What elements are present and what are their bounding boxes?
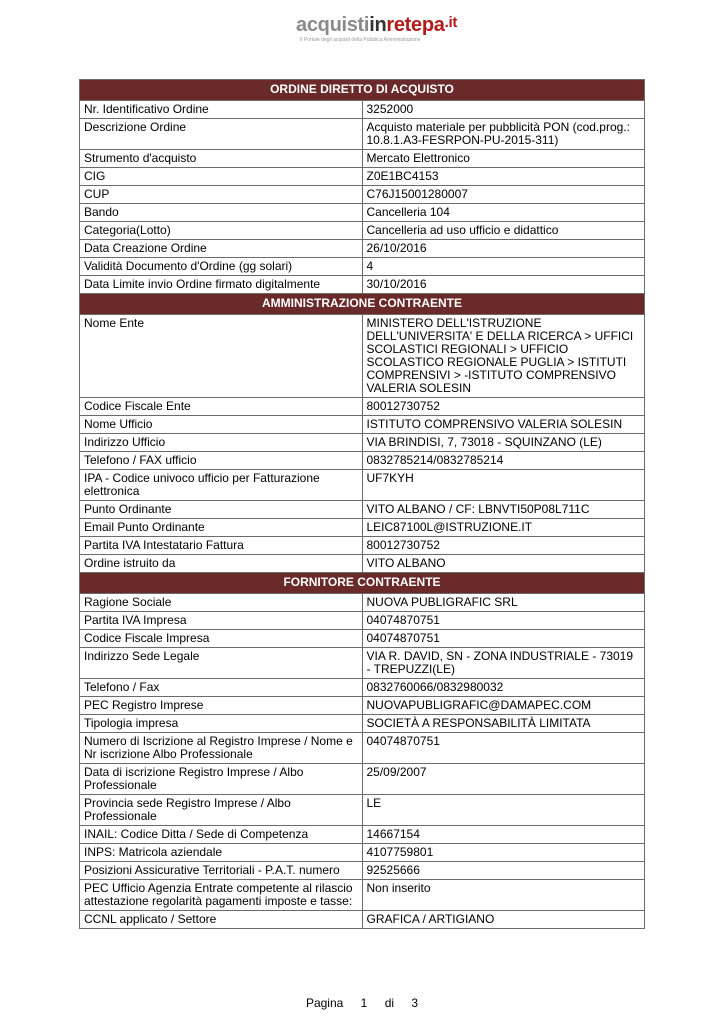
field-label: Codice Fiscale Impresa	[80, 630, 363, 648]
field-value: 04074870751	[362, 612, 645, 630]
field-value: NUOVA PUBLIGRAFIC SRL	[362, 594, 645, 612]
table-row	[80, 764, 645, 795]
field-value: VITO ALBANO / CF: LBNVTI50P08L711C	[362, 501, 645, 519]
field-value: C76J15001280007	[362, 186, 645, 204]
field-label: Data Limite invio Ordine firmato digitalmente	[80, 276, 363, 294]
field-value: Z0E1BC4153	[362, 168, 645, 186]
field-label: Codice Fiscale Ente	[80, 398, 363, 416]
field-label: Data Creazione Ordine	[80, 240, 363, 258]
field-value: VIA BRINDISI, 7, 73018 - SQUINZANO (LE)	[362, 434, 645, 452]
table-row	[80, 434, 645, 452]
table-row	[80, 715, 645, 733]
section-header	[80, 80, 645, 101]
field-label: Telefono / FAX ufficio	[80, 452, 363, 470]
field-label: Punto Ordinante	[80, 501, 363, 519]
table-row	[80, 826, 645, 844]
field-label: Nr. Identificativo Ordine	[80, 101, 363, 119]
field-value: 3252000	[362, 101, 645, 119]
field-label: IPA - Codice univoco ufficio per Fatturazione elettronica	[80, 470, 363, 501]
field-value: 26/10/2016	[362, 240, 645, 258]
table-row	[80, 519, 645, 537]
section-title: FORNITORE CONTRAENTE	[80, 573, 645, 594]
field-value: Cancelleria ad uso ufficio e didattico	[362, 222, 645, 240]
table-row	[80, 501, 645, 519]
field-label: PEC Ufficio Agenzia Entrate competente al rilascio attestazione regolarità pagamenti imposte e tasse:	[80, 880, 363, 911]
table-row	[80, 398, 645, 416]
field-value: 0832785214/0832785214	[362, 452, 645, 470]
table-row	[80, 679, 645, 697]
table-row	[80, 733, 645, 764]
table-row	[80, 186, 645, 204]
field-label: Nome Ente	[80, 315, 363, 398]
field-value: 4	[362, 258, 645, 276]
field-value: Cancelleria 104	[362, 204, 645, 222]
field-label: Validità Documento d'Ordine (gg solari)	[80, 258, 363, 276]
total-pages: 3	[411, 996, 419, 1010]
table-row	[80, 911, 645, 929]
table-row	[80, 168, 645, 186]
field-label: Strumento d'acquisto	[80, 150, 363, 168]
field-value: Acquisto materiale per pubblicità PON (cod.prog.: 10.8.1.A3-FESRPON-PU-2015-311)	[362, 119, 645, 150]
field-value: 92525666	[362, 862, 645, 880]
table-row	[80, 150, 645, 168]
table-row	[80, 258, 645, 276]
table-row	[80, 612, 645, 630]
field-label: Ordine istruito da	[80, 555, 363, 573]
field-label: Indirizzo Ufficio	[80, 434, 363, 452]
field-value: NUOVAPUBLIGRAFIC@DAMAPEC.COM	[362, 697, 645, 715]
page-number: 1	[360, 996, 368, 1010]
table-row	[80, 880, 645, 911]
table-row	[80, 240, 645, 258]
table-row	[80, 648, 645, 679]
table-row	[80, 844, 645, 862]
field-label: Numero di Iscrizione al Registro Imprese / Nome e Nr iscrizione Albo Professionale	[80, 733, 363, 764]
table-row	[80, 630, 645, 648]
site-logo	[296, 14, 458, 48]
field-label: Posizioni Assicurative Territoriali - P.A.T. numero	[80, 862, 363, 880]
field-value: ISTITUTO COMPRENSIVO VALERIA SOLESIN	[362, 416, 645, 434]
field-value: GRAFICA / ARTIGIANO	[362, 911, 645, 929]
field-value: LEIC87100L@ISTRUZIONE.IT	[362, 519, 645, 537]
field-label: Tipologia impresa	[80, 715, 363, 733]
field-value: Non inserito	[362, 880, 645, 911]
table-row	[80, 315, 645, 398]
section-header	[80, 573, 645, 594]
field-value: UF7KYH	[362, 470, 645, 501]
field-value: VITO ALBANO	[362, 555, 645, 573]
section-header	[80, 294, 645, 315]
table-row	[80, 222, 645, 240]
field-value: 0832760066/0832980032	[362, 679, 645, 697]
field-value: 30/10/2016	[362, 276, 645, 294]
table-row	[80, 470, 645, 501]
field-value: 04074870751	[362, 630, 645, 648]
field-label: Partita IVA Impresa	[80, 612, 363, 630]
field-label: Nome Ufficio	[80, 416, 363, 434]
field-label: Email Punto Ordinante	[80, 519, 363, 537]
field-value: MINISTERO DELL'ISTRUZIONE DELL'UNIVERSITA' E DELLA RICERCA > UFFICI SCOLASTICI REGIONALI > UFFICIO SCOLASTICO REGIONALE PUGLIA > ISTITUTI COMPRENSIVI > -ISTITUTO COMPRENSIVO VALERIA SOLESIN	[362, 315, 645, 398]
field-value: VIA R. DAVID, SN - ZONA INDUSTRIALE - 73019 - TREPUZZI(LE)	[362, 648, 645, 679]
table-row	[80, 416, 645, 434]
field-value: 80012730752	[362, 537, 645, 555]
field-label: CCNL applicato / Settore	[80, 911, 363, 929]
field-value: Mercato Elettronico	[362, 150, 645, 168]
logo-wordmark: acquistiinretepa$^{.it}$	[296, 14, 458, 36]
field-label: PEC Registro Imprese	[80, 697, 363, 715]
field-label: Categoria(Lotto)	[80, 222, 363, 240]
field-value: 80012730752	[362, 398, 645, 416]
table-row	[80, 452, 645, 470]
table-row	[80, 555, 645, 573]
field-label: Provincia sede Registro Imprese / Albo Professionale	[80, 795, 363, 826]
field-label: INPS: Matricola aziendale	[80, 844, 363, 862]
section-title: ORDINE DIRETTO DI ACQUISTO	[80, 80, 645, 101]
field-value: 4107759801	[362, 844, 645, 862]
field-label: Ragione Sociale	[80, 594, 363, 612]
table-row	[80, 537, 645, 555]
field-value: 14667154	[362, 826, 645, 844]
field-label: Bando	[80, 204, 363, 222]
field-value: SOCIETÀ A RESPONSABILITÀ LIMITATA	[362, 715, 645, 733]
table-row	[80, 276, 645, 294]
of-label: di	[384, 996, 395, 1010]
field-label: INAIL: Codice Ditta / Sede di Competenza	[80, 826, 363, 844]
field-value: LE	[362, 795, 645, 826]
logo-tagline: Il Portale degli acquisti della Pubblica Amministrazione	[300, 37, 421, 43]
section-title: AMMINISTRAZIONE CONTRAENTE	[80, 294, 645, 315]
table-row	[80, 119, 645, 150]
table-row	[80, 594, 645, 612]
field-label: Telefono / Fax	[80, 679, 363, 697]
table-row	[80, 101, 645, 119]
field-value: 25/09/2007	[362, 764, 645, 795]
table-row	[80, 862, 645, 880]
page-footer	[0, 996, 724, 1010]
field-label: Data di iscrizione Registro Imprese / Albo Professionale	[80, 764, 363, 795]
table-row	[80, 795, 645, 826]
order-table	[79, 79, 645, 929]
field-label: CUP	[80, 186, 363, 204]
field-label: Partita IVA Intestatario Fattura	[80, 537, 363, 555]
field-label: CIG	[80, 168, 363, 186]
field-value: 04074870751	[362, 733, 645, 764]
field-label: Descrizione Ordine	[80, 119, 363, 150]
page-label: Pagina	[305, 996, 344, 1010]
field-label: Indirizzo Sede Legale	[80, 648, 363, 679]
table-row	[80, 697, 645, 715]
table-row	[80, 204, 645, 222]
